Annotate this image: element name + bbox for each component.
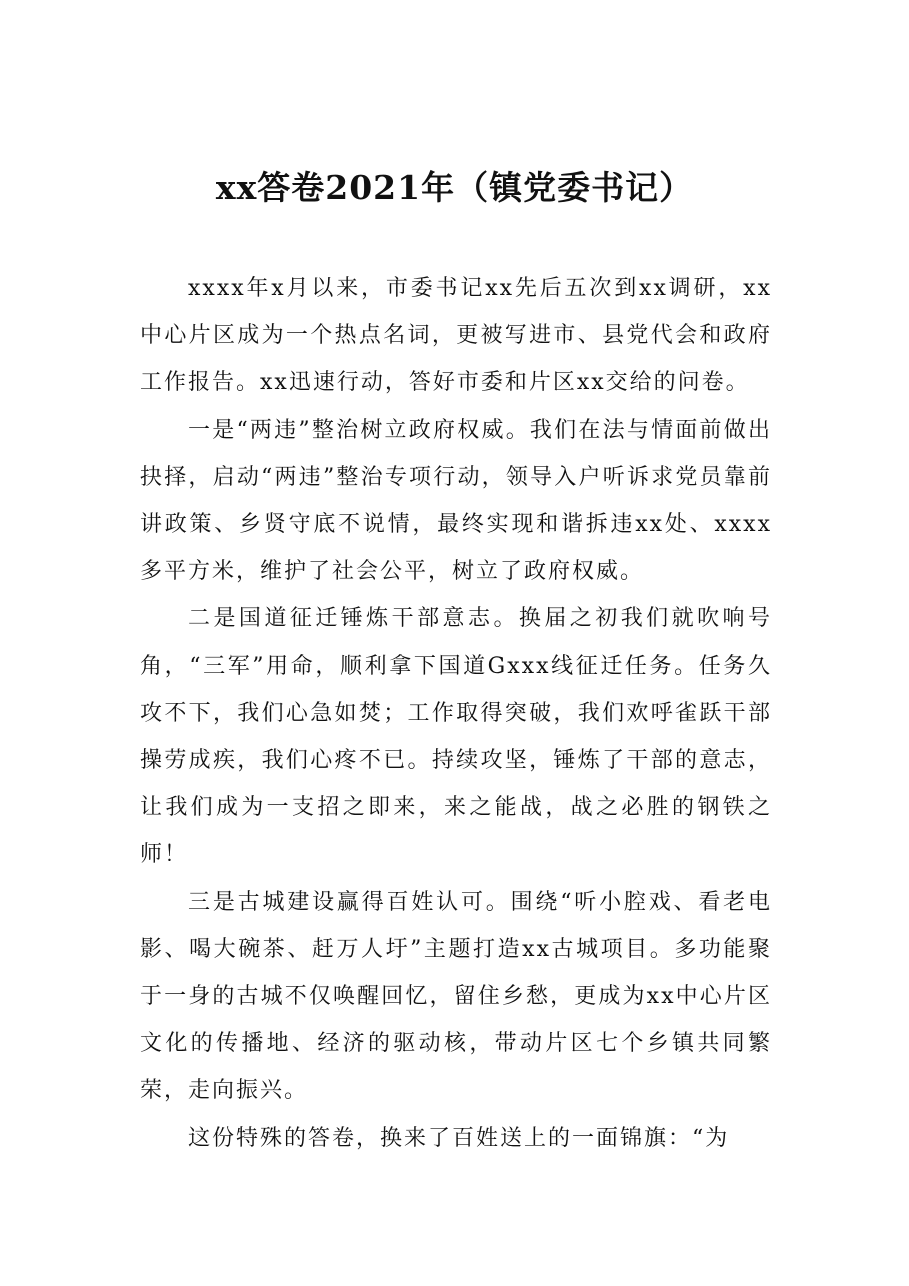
document-body <box>140 265 772 1162</box>
paragraph-conclusion: 这份特殊的答卷，换来了百姓送上的一面锦旗：“为 <box>188 1125 730 1151</box>
paragraph-point-three: 三是古城建设赢得百姓认可。围绕“听小腔戏、看老电影、喝大碗茶、赶万人圩”主题打造xx古城项目。多功能聚于一身的古城不仅唤醒回忆，留住乡愁，更成为xx中心片区文化的传播地、经济的驱动核，带动片区七个乡镇共同繁荣，走向振兴。 <box>140 889 772 1104</box>
paragraph-point-two: 二是国道征迁锤炼干部意志。换届之初我们就吹响号角，“三军”用命，顺利拿下国道Gxxx线征迁任务。任务久攻不下，我们心急如焚；工作取得突破，我们欢呼雀跃干部操劳成疾，我们心疼不已。持续攻坚，锤炼了干部的意志，让我们成为一支招之即来，来之能战，战之必胜的钢铁之师！ <box>140 606 772 868</box>
paragraph-intro: xxxx年x月以来，市委书记xx先后五次到xx调研，xx中心片区成为一个热点名词，更被写进市、县党代会和政府工作报告。xx迅速行动，答好市委和片区xx交给的问卷。 <box>140 276 772 396</box>
document-title: xx答卷2021年（镇党委书记） <box>215 168 694 207</box>
paragraph-point-one: 一是“两违”整治树立政府权威。我们在法与情面前做出抉择，启动“两违”整治专项行动，领导入户听诉求党员靠前讲政策、乡贤守底不说情，最终实现和谐拆违xx处、xxxx多平方米，维护了社会公平，树立了政府权威。 <box>140 417 772 585</box>
